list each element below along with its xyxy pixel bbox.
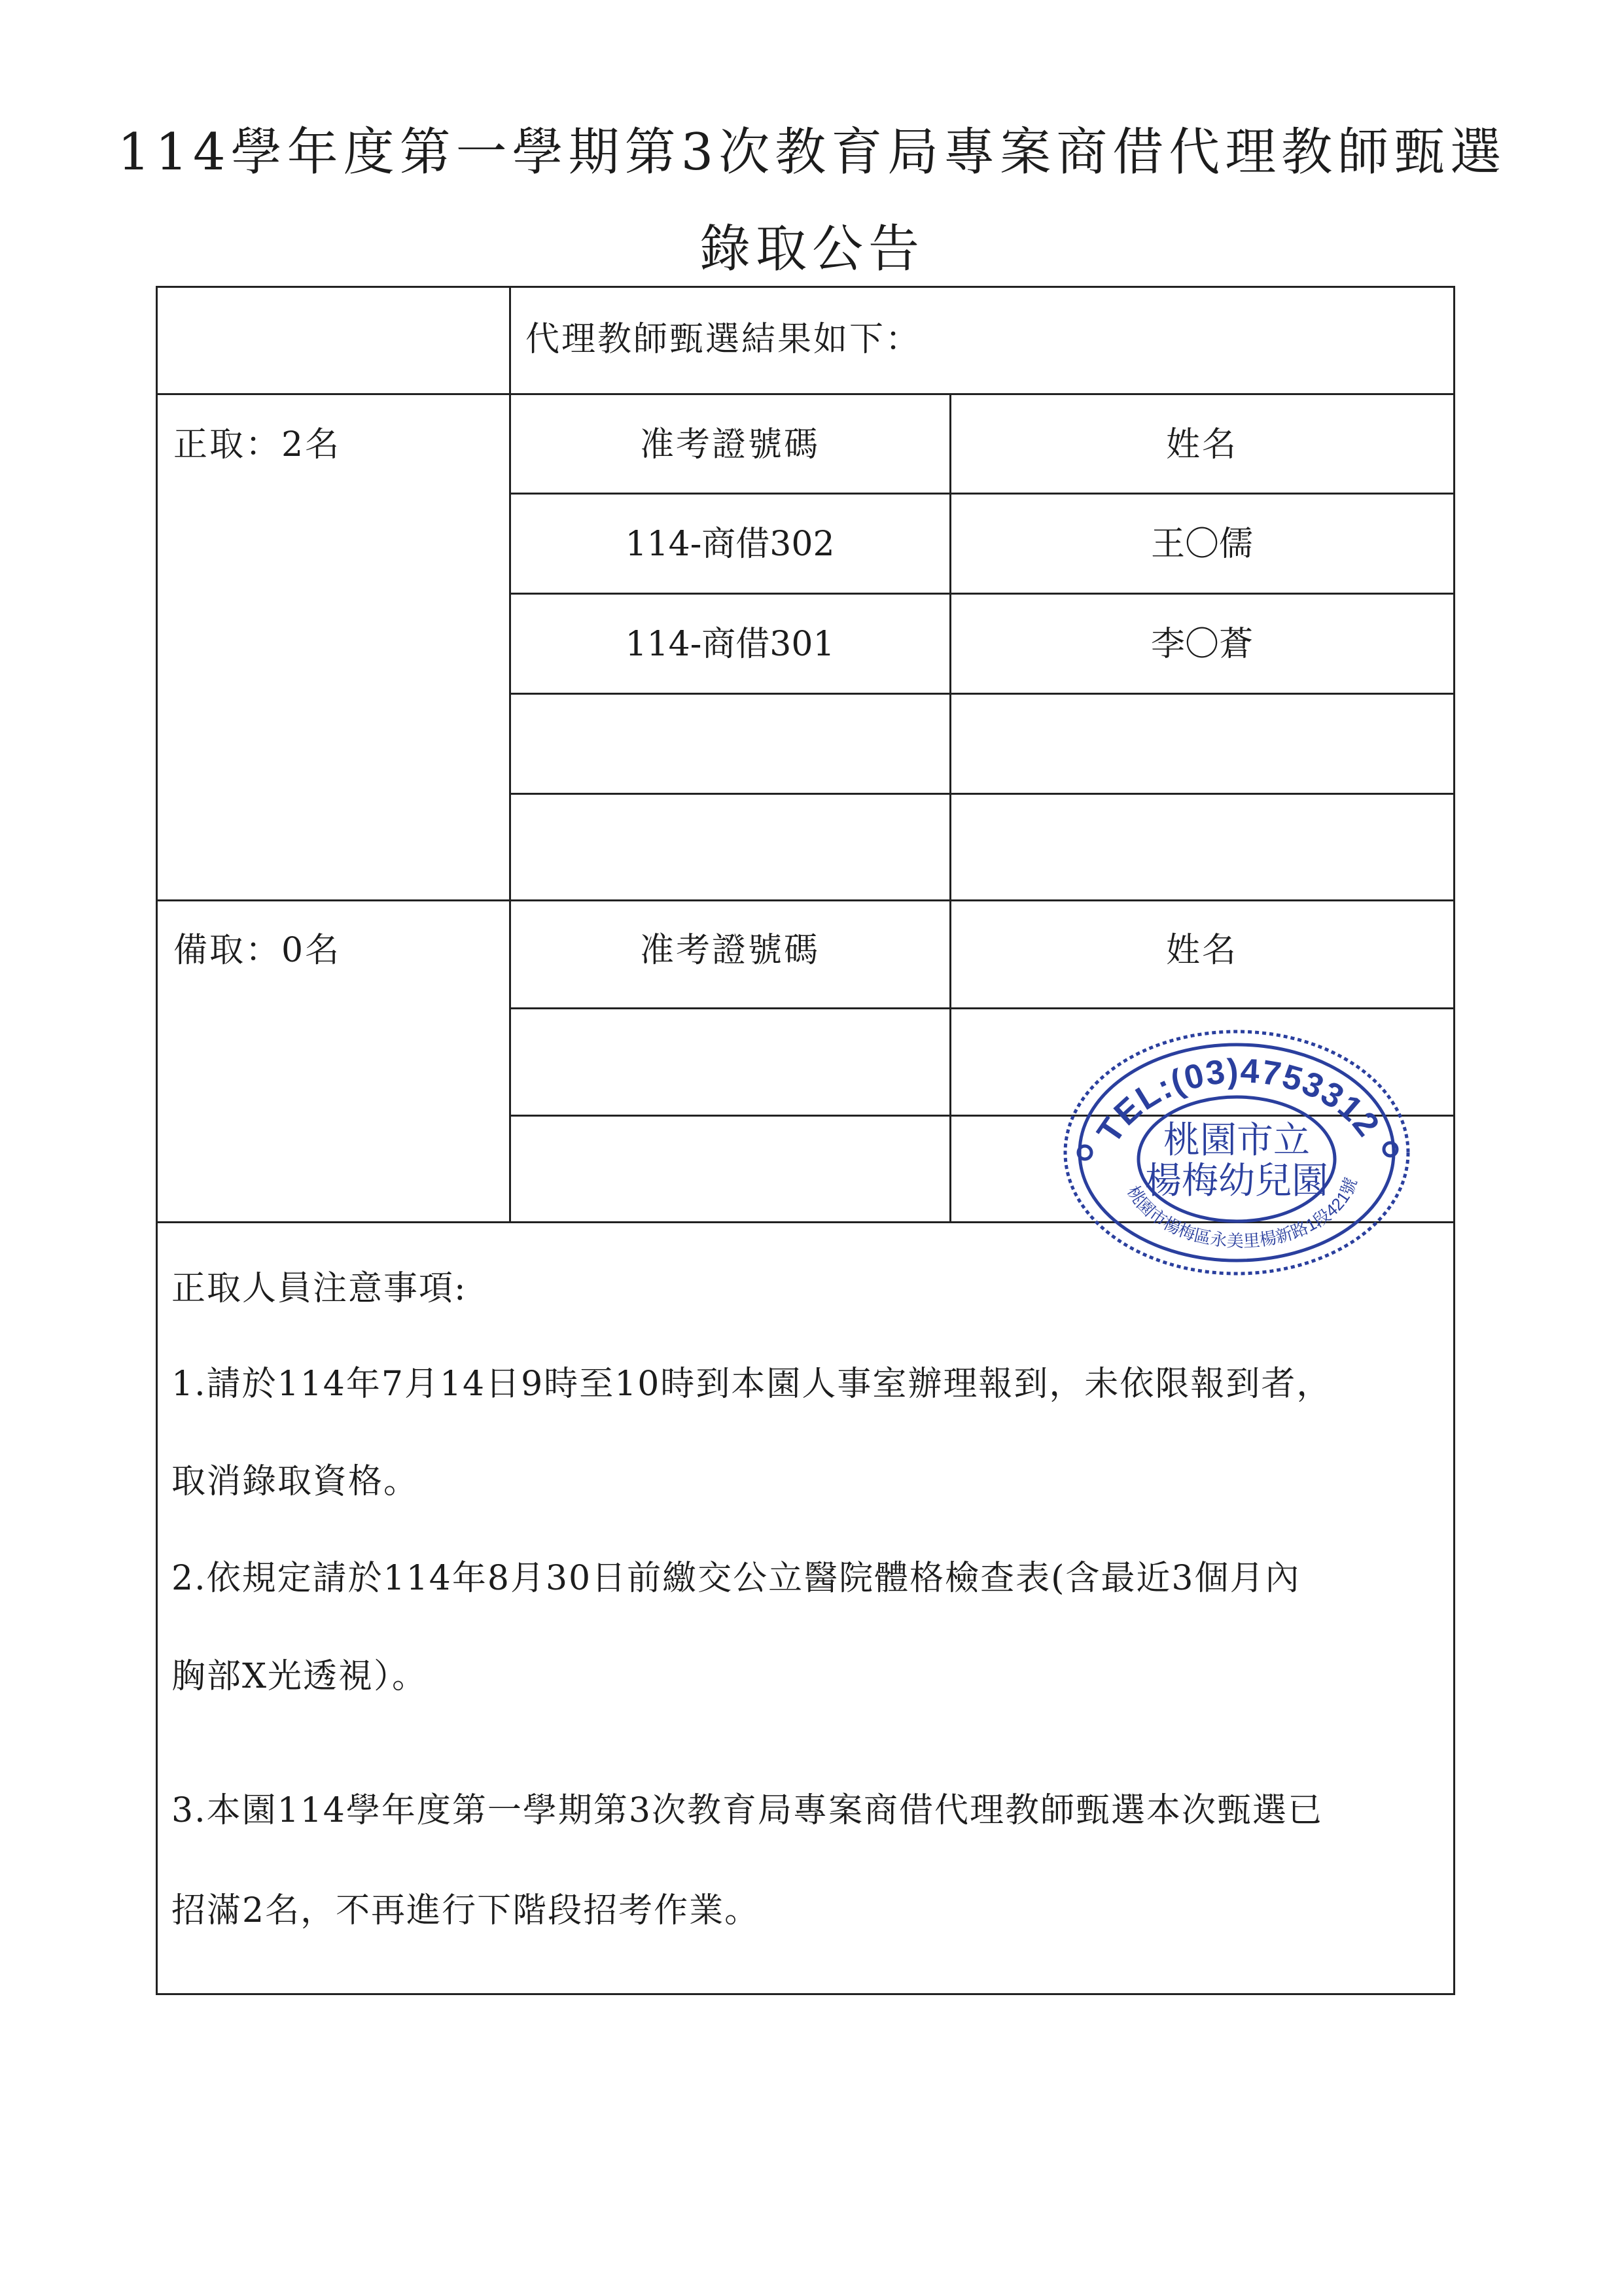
waitlist-col-id: 准考證號碼 — [639, 931, 820, 970]
table-row-line — [509, 793, 1455, 795]
results-header: 代理教師甄選結果如下： — [525, 320, 922, 359]
admitted-label: 正取：2名 — [173, 425, 342, 464]
stamp-address: 桃園市楊梅區永美里楊新路1段421號 — [1123, 1175, 1361, 1251]
table-divider — [949, 393, 951, 1221]
table-cell-name: 王〇儒 — [1150, 525, 1253, 564]
notes-line: 3.本園114學年度第一學期第3次教育局專案商借代理教師甄選本次甄選已 — [171, 1791, 1323, 1830]
stamp-name-line1: 桃園市立 — [1163, 1119, 1310, 1160]
notes-heading: 正取人員注意事項: — [171, 1269, 467, 1308]
stamp-name-line2: 楊梅幼兒園 — [1145, 1160, 1328, 1201]
table-cell-id: 114-商借302 — [625, 525, 835, 564]
notes-line: 1.請於114年7月14日9時至10時到本園人事室辦理報到，未依限報到者， — [171, 1365, 1332, 1404]
table-border-top — [156, 286, 1455, 288]
notes-line: 胸部X光透視）。 — [171, 1657, 428, 1696]
table-row-line — [509, 693, 1455, 695]
notes-line: 招滿2名，不再進行下階段招考作業。 — [171, 1891, 760, 1930]
table-row-line — [509, 493, 1455, 495]
document-subtitle: 錄取公告 — [699, 220, 925, 279]
document-title: 114學年度第一學期第3次教育局專案商借代理教師甄選 — [117, 123, 1507, 182]
table-row-line — [509, 1007, 1455, 1009]
table-cell-id: 114-商借301 — [625, 625, 835, 664]
notes-line: 2.依規定請於114年8月30日前繳交公立醫院體格檢查表(含最近3個月內 — [171, 1559, 1301, 1598]
table-border-bottom — [156, 1993, 1455, 1995]
table-border-left — [156, 286, 158, 1995]
table-row-line — [509, 593, 1455, 595]
waitlist-label: 備取：0名 — [173, 931, 342, 970]
waitlist-col-name: 姓名 — [1165, 931, 1238, 970]
stamp-tel: TEL:(03)4753312 — [1089, 1052, 1388, 1150]
table-divider — [156, 393, 1455, 395]
table-cell-name: 李〇蒼 — [1150, 625, 1253, 664]
official-stamp — [1053, 1022, 1420, 1283]
admitted-col-name: 姓名 — [1165, 425, 1238, 464]
notes-line: 取消錄取資格。 — [171, 1462, 419, 1501]
admitted-col-id: 准考證號碼 — [639, 425, 820, 464]
table-divider — [156, 899, 1455, 901]
